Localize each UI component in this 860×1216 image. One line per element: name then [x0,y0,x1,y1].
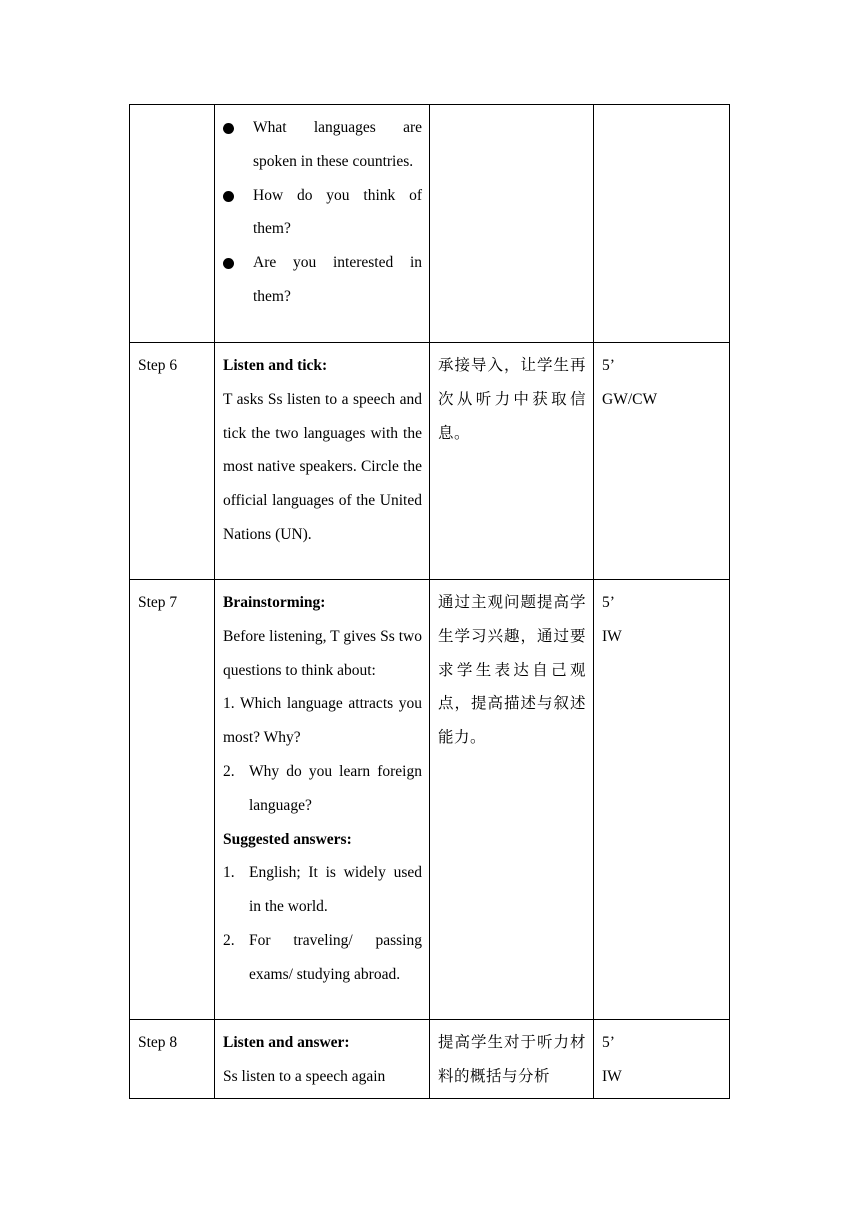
step-cell: Step 6 [130,343,215,580]
item-text: For traveling/ passing exams/ studying abroad. [249,931,422,983]
item-number: 2. [223,931,235,949]
purpose-cell: 通过主观问题提高学生学习兴趣，通过要求学生表达自己观点，提高描述与叙述能力。 [430,580,594,1020]
step-cell: Step 7 [130,580,215,1020]
question-list [223,687,422,822]
bullet-text: How do you think of them? [253,186,422,238]
bullet-dot-icon [223,191,234,202]
time-cell [594,105,730,343]
item-number: 1. [223,864,235,882]
table-row [130,105,730,343]
item-number: 1. [223,695,235,713]
time-value: 5’ [602,357,615,374]
mode-value: IW [602,1067,622,1085]
list-item [223,755,422,823]
time-cell [594,580,730,1020]
bullet-dot-icon [223,258,234,269]
activity-cell [215,1020,430,1099]
answers-heading: Suggested answers: [223,830,352,848]
step-cell: Step 8 [130,1020,215,1099]
lesson-plan-table [129,104,730,1099]
activity-text: T asks Ss listen to a speech and tick the two languages with the most native speakers. Circle the official languages of the United Nations (UN). [223,390,422,543]
purpose-cell [430,105,594,343]
purpose-cell: 提高学生对于听力材料的概括与分析 [430,1020,594,1099]
bullet-dot-icon [223,123,234,134]
item-text: Which language attracts you most? Why? [223,695,422,747]
activity-cell [215,105,430,343]
answer-list [223,856,422,991]
time-value: 5’ [602,1034,615,1051]
activity-heading: Brainstorming: [223,594,326,611]
activity-text: Ss listen to a speech again [223,1067,386,1085]
activity-cell [215,580,430,1020]
mode-value: IW [602,627,622,645]
list-item [223,246,422,314]
table-row [130,343,730,580]
item-number: 2. [223,762,235,780]
item-text: English; It is widely used in the world. [249,864,422,916]
step-cell [130,105,215,343]
item-text: Why do you learn foreign language? [249,762,422,814]
time-cell [594,343,730,580]
activity-text: Before listening, T gives Ss two questions to think about: [223,627,422,679]
table-row [130,1020,730,1099]
time-cell [594,1020,730,1099]
activity-cell [215,343,430,580]
list-item [223,924,422,992]
mode-value: GW/CW [602,390,658,408]
list-item [223,179,422,247]
list-item [223,687,422,755]
bullet-text: Are you interested in them? [253,254,422,305]
question-bullet-list [223,111,422,314]
list-item [223,111,422,179]
purpose-cell: 承接导入，让学生再次从听力中获取信息。 [430,343,594,580]
time-value: 5’ [602,594,615,611]
list-item [223,856,422,924]
activity-heading: Listen and answer: [223,1034,350,1051]
bullet-text: What languages are spoken in these countries. [253,119,422,170]
activity-heading: Listen and tick: [223,357,328,374]
table-row [130,580,730,1020]
